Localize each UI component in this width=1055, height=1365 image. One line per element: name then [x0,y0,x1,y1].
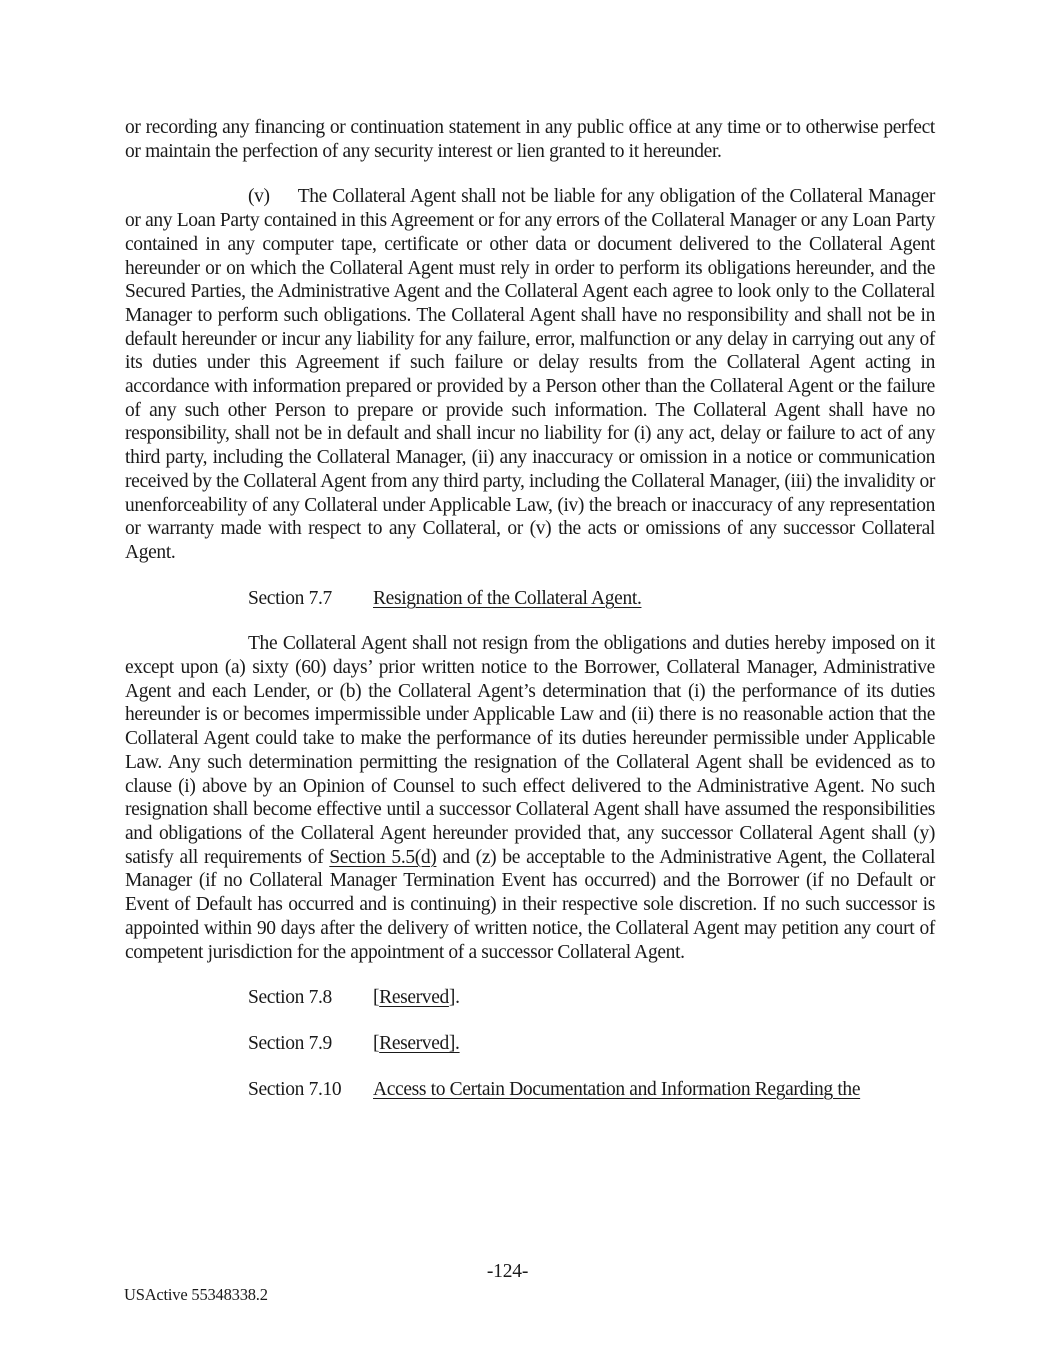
section-7-9-title: Reserved]. [379,1032,460,1054]
section-5-5d-cross-reference: Section 5.5(d) [329,846,437,868]
section-7-9-heading [125,1032,935,1056]
resignation-text-before-ref: The Collateral Agent shall not resign from the obligations and duties hereby imposed on it except upon (a) sixty (60) days’ prior written notice to the Borrower, Collateral Manager, Administrative Agent and each Lender, or (b) the Collateral Agent’s determination that (i) the performance of its duties hereunder is or becomes impermissible under Applicable Law and (ii) there is no reasonable action that the Collateral Agent could take to make the performance of its duties hereunder permissible under Applicable Law. Any such determination permitting the resignation of the Collateral Agent shall be evidenced as to clause (i) above by an Opinion of Counsel to such effect delivered to the Administrative Agent. No such resignation shall become effective until a successor Collateral Agent shall have assumed the responsibilities and obligations of the Collateral Agent hereunder provided that, any successor Collateral Agent shall (y) satisfy all requirements of [125,633,935,868]
section-7-8-title: Reserved [379,987,449,1009]
section-7-7-heading [125,587,935,611]
page-number: -124- [486,1261,529,1282]
paragraph-clause-v [125,185,935,564]
section-7-7-number: Section 7.7 [248,587,332,609]
paragraph-resignation [125,632,935,964]
section-7-7-title: Resignation of the Collateral Agent. [373,587,642,609]
section-7-9-number: Section 7.9 [248,1032,332,1054]
paragraph-continuation: or recording any financing or continuation statement in any public office at any time or to otherwise perfect or maintain the perfection of any security interest or lien granted to it hereunder. [125,117,935,162]
section-7-10-title: Access to Certain Documentation and Information Regarding the [373,1078,861,1100]
section-7-8-heading [125,986,935,1010]
section-7-8-open-bracket: [ [373,987,380,1009]
section-7-10-number: Section 7.10 [248,1078,342,1100]
page-body [125,116,935,1123]
section-7-8-close-bracket: ]. [448,987,460,1009]
section-7-9-open-bracket: [ [373,1032,380,1054]
section-7-10-heading [125,1078,935,1102]
document-id-footer: USActive 55348338.2 [124,1285,268,1304]
resignation-text-after-ref: and (z) be acceptable to the Administrative Agent, the Collateral Manager (if no Collateral Manager Termination Event has occurred) and the Borrower (if no Default or Event of Default has occurred and is continuing) in their respective sole discretion. If no such successor is appointed within 90 days after the delivery of written notice, the Collateral Agent may petition any court of competent jurisdiction for the appointment of a successor Collateral Agent. [125,846,936,963]
clause-v-text: The Collateral Agent shall not be liable for any obligation of the Collateral Manager or any Loan Party contained in this Agreement or for any errors of the Collateral Manager or any Loan Party contained in any computer tape, certificate or other data or document delivered to the Collateral Agent hereunder or on which the Collateral Agent must rely in order to perform its obligations hereunder, and the Secured Parties, the Administrative Agent and the Collateral Agent each agree to look only to the Collateral Manager to perform such obligations. The Collateral Agent shall have no responsibility and shall not be in default hereunder or incur any liability for any failure, error, malfunction or any delay in carrying out any of its duties under this Agreement if such failure or delay results from the Collateral Agent acting in accordance with information prepared or provided by a Person other than the Collateral Agent or the failure of any such other Person to prepare or provide such information. The Collateral Agent shall have no responsibility, shall not be in default and shall incur no liability for (i) any act, delay or failure to act of any third party, including the Collateral Manager, (ii) any inaccuracy or omission in a notice or communication received by the Collateral Agent from any third party, including the Collateral Manager, (iii) the invalidity or unenforceability of any Collateral under Applicable Law, (iv) the breach or inaccuracy of any representation or warranty made with respect to any Collateral, or (v) the acts or omissions of any successor Collateral Agent. [125,186,935,563]
clause-v-label: (v) [248,186,270,208]
section-7-8-number: Section 7.8 [248,987,332,1009]
